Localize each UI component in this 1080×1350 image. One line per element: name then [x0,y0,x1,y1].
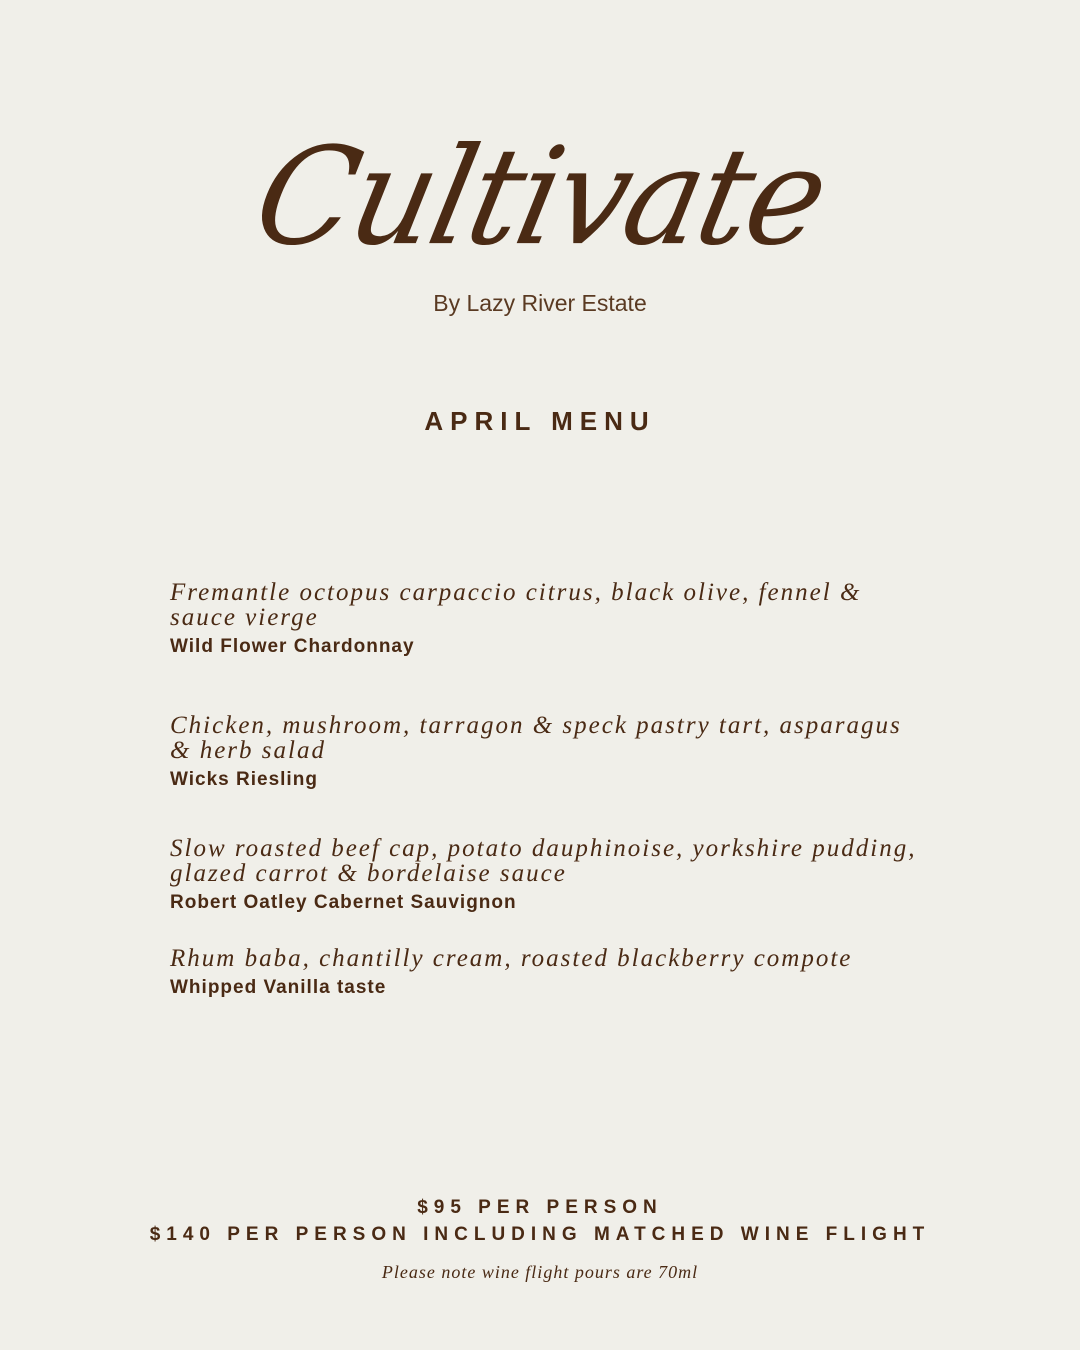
dish-description: Rhum baba, chantilly cream, roasted blackberry compote [170,945,853,972]
dish-description: Chicken, mushroom, tarragon & speck pastry tart, asparagus & herb salad [170,712,902,764]
brand-logo [0,118,1080,278]
course-item [170,946,930,999]
course-item [170,580,930,658]
logo-wordmark: Cultivate [242,119,838,276]
wine-pairing: Wild Flower Chardonnay [170,636,415,657]
wine-pairing: Wicks Riesling [170,769,318,790]
wine-pairing: Robert Oatley Cabernet Sauvignon [170,892,517,913]
course-item [170,713,930,791]
wine-pour-note: Please note wine flight pours are 70ml [381,1262,699,1282]
price-with-wine-line: $140 PER PERSON INCLUDING MATCHED WINE FLIGHT [149,1224,931,1245]
menu-title: APRIL MENU [424,406,656,436]
brand-subtitle: By Lazy River Estate [433,290,647,316]
dish-description: Fremantle octopus carpaccio citrus, black olive, fennel & sauce vierge [170,579,862,631]
course-item [170,836,930,914]
dish-description: Slow roasted beef cap, potato dauphinoise, yorkshire pudding, glazed carrot & bordelaise sauce [170,835,917,887]
wine-pairing: Whipped Vanilla taste [170,977,387,998]
price-line: $95 PER PERSON [417,1197,663,1218]
